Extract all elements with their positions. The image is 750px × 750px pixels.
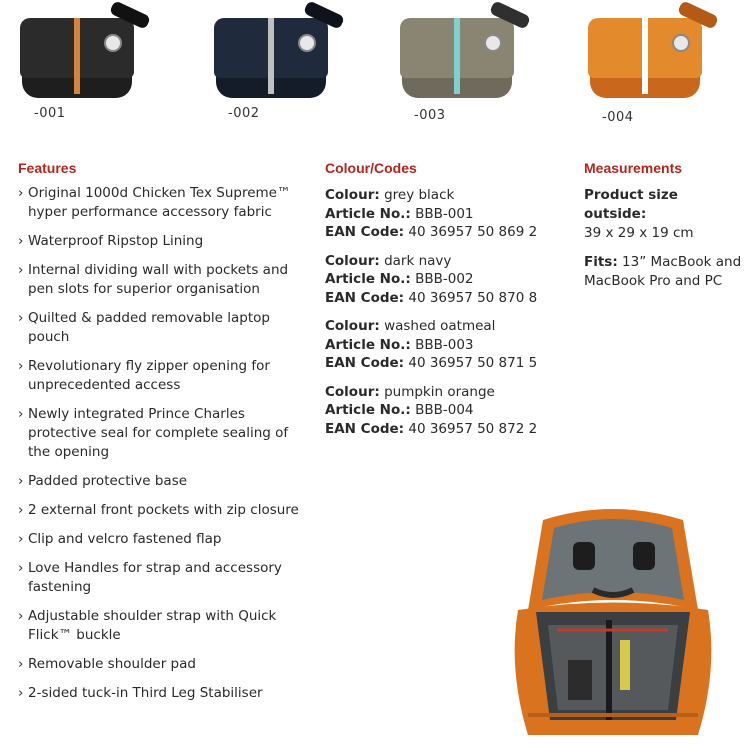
product-size-value: 39 x 29 x 19 cm <box>584 225 694 241</box>
bullet-chevron-icon: › <box>18 473 24 489</box>
ean-line: EAN Code: 40 36957 50 870 8 <box>325 289 538 306</box>
colour-codes-section <box>325 160 575 438</box>
fits <box>584 253 744 291</box>
colour-code-block <box>325 383 575 439</box>
colour-code-block <box>325 186 575 242</box>
bullet-chevron-icon: › <box>18 185 24 201</box>
colour-line: Colour: dark navy <box>325 252 452 269</box>
feature-item: › Clip and velcro fastened flap <box>18 531 222 547</box>
article-line: Article No.: BBB-002 <box>325 271 474 287</box>
bullet-chevron-icon: › <box>18 608 24 624</box>
measurements-heading: Measurements <box>584 160 683 176</box>
bullet-chevron-icon: › <box>18 406 24 422</box>
colour-codes-heading: Colour/Codes <box>325 160 417 176</box>
feature-item: › Love Handles for strap and accessory fastening <box>18 560 282 595</box>
product-size-label: Product size outside: <box>584 187 678 222</box>
feature-item: › Original 1000d Chicken Tex Supreme™ hyper performance accessory fabric <box>18 185 291 220</box>
colour-line: Colour: grey black <box>325 187 455 203</box>
feature-item: › Internal dividing wall with pockets and pen slots for superior organisation <box>18 262 289 297</box>
feature-item: › Adjustable shoulder strap with Quick Flick™ buckle <box>18 608 277 643</box>
bag-stripe <box>268 18 274 94</box>
colour-code-block <box>325 317 575 373</box>
product-size <box>584 186 744 243</box>
colour-line: Colour: washed oatmeal <box>325 318 496 334</box>
bag-stripe <box>454 18 460 94</box>
feature-item: › Waterproof Ripstop Lining <box>18 233 204 249</box>
article-line: Article No.: BBB-003 <box>325 336 474 353</box>
bullet-chevron-icon: › <box>18 358 24 374</box>
bag-logo-badge <box>672 34 690 52</box>
bag-code-001: -001 <box>34 106 66 121</box>
bag-thumbnails-row <box>0 0 750 140</box>
bag-thumbnail-001 <box>18 8 138 100</box>
bullet-chevron-icon: › <box>18 685 24 701</box>
colour-code-block <box>325 252 575 308</box>
bullet-chevron-icon: › <box>18 262 24 278</box>
features-list <box>18 184 313 703</box>
bag-stripe <box>642 18 648 94</box>
open-bag-illustration <box>488 500 738 745</box>
colour-line: Colour: pumpkin orange <box>325 383 495 400</box>
feature-item: › Padded protective base <box>18 473 188 489</box>
feature-item: › Newly integrated Prince Charles protective seal for complete sealing of the opening <box>18 406 289 460</box>
bullet-chevron-icon: › <box>18 531 24 547</box>
bag-logo-badge <box>104 34 122 52</box>
bullet-chevron-icon: › <box>18 233 24 249</box>
bullet-chevron-icon: › <box>18 310 24 326</box>
features-heading: Features <box>18 160 77 176</box>
bullet-chevron-icon: › <box>18 502 24 518</box>
bag-logo-badge <box>298 34 316 52</box>
bag-thumbnail-004 <box>586 8 706 100</box>
bag-thumbnail-002 <box>212 8 332 100</box>
ean-line: EAN Code: 40 36957 50 869 2 <box>325 224 538 240</box>
article-line: Article No.: BBB-001 <box>325 205 474 222</box>
feature-item: › 2 external front pockets with zip closure <box>18 502 299 518</box>
feature-item: › Revolutionary fly zipper opening for unprecedented access <box>18 358 270 393</box>
article-line: Article No.: BBB-004 <box>325 402 474 418</box>
bag-code-002: -002 <box>228 106 260 121</box>
bag-thumbnail-003 <box>398 8 518 100</box>
bag-logo-badge <box>484 34 502 52</box>
feature-item: › Removable shoulder pad <box>18 656 196 672</box>
fits-value: 13” MacBook and MacBook Pro and PC <box>584 254 742 289</box>
bag-code-003: -003 <box>414 108 446 123</box>
feature-item: › 2-sided tuck-in Third Leg Stabiliser <box>18 685 263 701</box>
bag-stripe <box>74 18 80 94</box>
open-bag-image <box>488 500 738 745</box>
bag-code-004: -004 <box>602 110 634 125</box>
bullet-chevron-icon: › <box>18 656 24 672</box>
ean-line: EAN Code: 40 36957 50 872 2 <box>325 420 538 437</box>
measurements-section <box>584 160 744 291</box>
ean-line: EAN Code: 40 36957 50 871 5 <box>325 355 538 371</box>
fits-label: Fits: <box>584 254 618 270</box>
features-section <box>18 160 313 713</box>
feature-item: › Quilted & padded removable laptop pouch <box>18 310 270 345</box>
bullet-chevron-icon: › <box>18 560 24 576</box>
